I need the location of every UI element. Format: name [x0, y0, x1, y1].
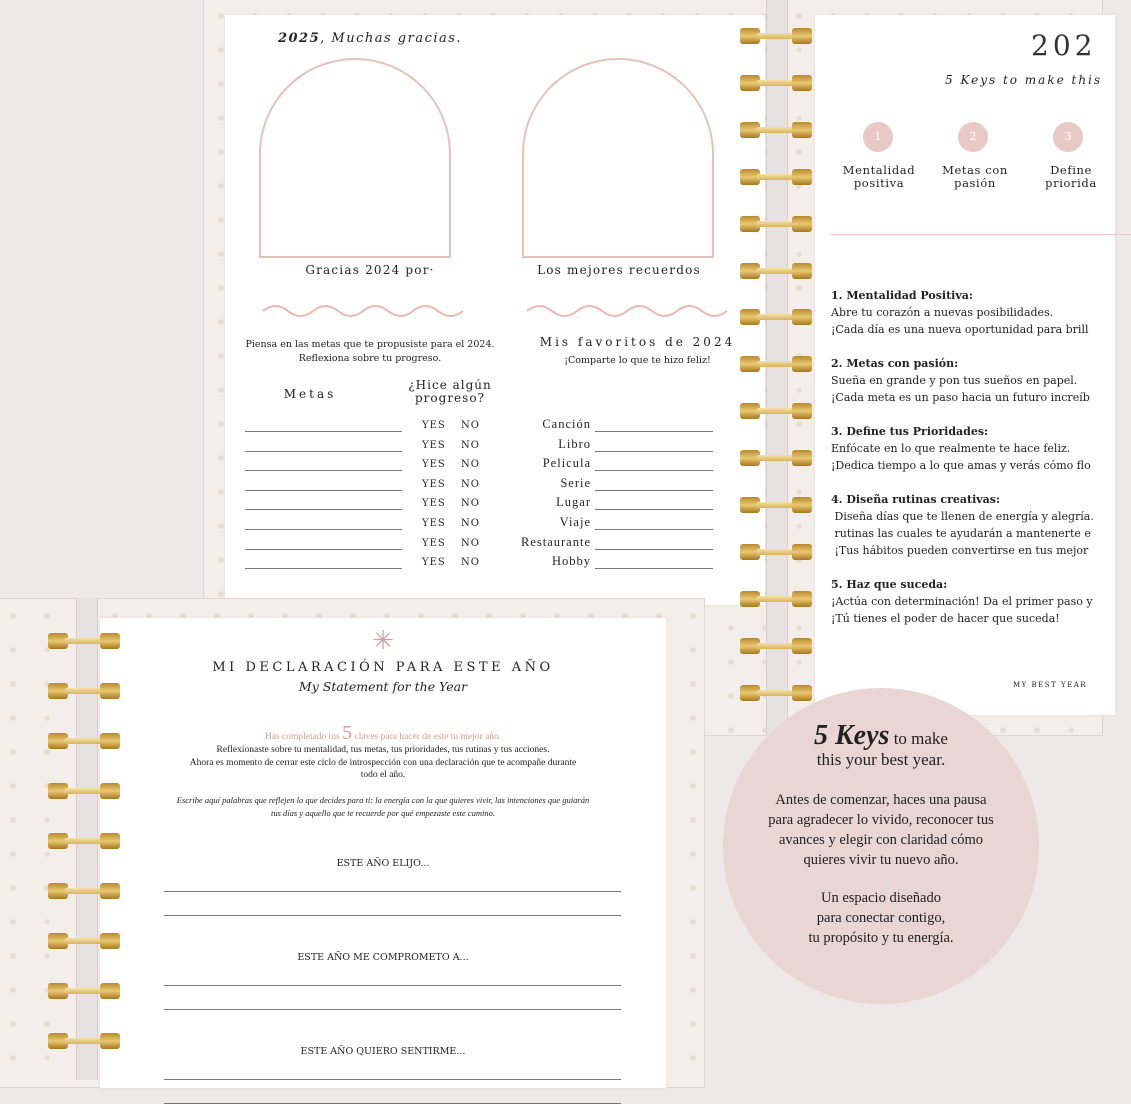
spiral-ring — [740, 403, 812, 419]
favorites-subtitle: ¡Comparte lo que te hizo feliz! — [564, 355, 711, 366]
favorite-line[interactable] — [595, 529, 713, 530]
yes-option[interactable]: YES — [422, 537, 446, 549]
spiral-ring — [740, 685, 812, 701]
page-title: 2025, Muchas gracias. — [277, 31, 463, 46]
goal-line[interactable] — [245, 509, 402, 510]
write-line[interactable] — [164, 985, 621, 986]
spiral-ring — [740, 309, 812, 325]
key-item: 2. Metas con pasión: Sueña en grande y pon tus sueños en papel. ¡Cada meta es un paso hacia un futuro increíb — [831, 357, 1090, 404]
page-subtitle: My Statement for the Year — [298, 679, 468, 694]
goal-line[interactable] — [245, 470, 402, 471]
page-title: MI DECLARACIÓN PARA ESTE AÑO — [212, 660, 554, 675]
favorite-label: Hobby — [551, 554, 591, 569]
spiral-ring — [48, 683, 120, 699]
no-option[interactable]: NO — [461, 557, 480, 569]
write-line[interactable] — [164, 891, 621, 892]
goal-line[interactable] — [245, 549, 402, 550]
spiral-ring — [48, 983, 120, 999]
left-page — [225, 15, 765, 605]
spiral-ring — [740, 450, 812, 466]
favorite-label: Viaje — [559, 515, 591, 529]
spiral-ring — [48, 783, 120, 799]
goal-line[interactable] — [245, 431, 402, 432]
favorites-title: Mis favoritos de 2024 — [539, 335, 736, 349]
spiral-ring — [740, 28, 812, 44]
favorite-label: Lugar — [556, 495, 591, 510]
spiral-ring — [740, 638, 812, 654]
arch-label: Gracias 2024 por· — [305, 263, 435, 277]
step-label: Define priorida — [1045, 163, 1097, 190]
page-subtitle: 5 Keys to make this — [945, 73, 1103, 87]
favorite-line[interactable] — [595, 451, 713, 452]
yes-option[interactable]: YES — [422, 439, 446, 451]
page-footer: MY BEST YEAR — [1013, 681, 1088, 689]
prompt-label: ESTE AÑO ELIJO... — [336, 858, 430, 869]
body-text: Reflexionaste sobre tu mentalidad, tus metas, tus prioridades, tus rutinas y tus acciones. Ahora es momento de cerrar este ciclo de introspección con una declaración que te acompañe durante todo el año. — [189, 745, 577, 780]
arch-frame — [259, 59, 451, 259]
spiral-ring — [740, 497, 812, 513]
key-item: 3. Define tus Prioridades: Enfócate en lo que realmente te hace feliz. ¡Dedica tiempo a lo que amas y verás cómo flo — [831, 425, 1091, 472]
step-label: Mentalidad positiva — [842, 163, 916, 190]
favorite-line[interactable] — [595, 568, 713, 569]
favorite-line[interactable] — [595, 470, 713, 471]
star-icon: ✳ — [372, 626, 394, 656]
spiral-ring — [48, 833, 120, 849]
spiral-ring — [740, 591, 812, 607]
no-option[interactable]: NO — [461, 420, 480, 431]
yes-option[interactable]: YES — [422, 459, 446, 471]
reflect-text: Piensa en las metas que te propusiste para el 2024. Reflexiona sobre tu progreso. — [245, 339, 495, 364]
favorite-line[interactable] — [595, 431, 713, 432]
key-item: 4. Diseña rutinas creativas: Diseña días que te llenen de energía y alegría. rutinas las cuales te ayudarán a mantenerte e ¡Tus hábitos pueden convertirse en tus mejor — [831, 493, 1094, 557]
statement-page — [100, 618, 666, 1088]
write-line[interactable] — [164, 915, 621, 916]
no-option[interactable]: NO — [461, 439, 480, 451]
spiral-ring — [740, 356, 812, 372]
goal-line[interactable] — [245, 490, 402, 491]
step-number-badge: 2 — [958, 122, 988, 152]
promo-text: 5 Keys to make this your best year. Antes de comenzar, haces una pausa para agradecer lo vivido, reconocer tus avances y elegir con claridad cómo quieres vivir tu nuevo año. Un espacio diseñado para conectar contigo, tu propósito y tu energía. — [768, 720, 994, 946]
key-item: 1. Mentalidad Positiva: Abre tu corazón a nuevas posibilidades. ¡Cada día es una nueva oportunidad para brill — [831, 289, 1089, 336]
spiral-ring — [740, 216, 812, 232]
instructions-text: Escribe aquí palabras que reflejen lo que decides para ti: la energía con la que quieres vivir, las intenciones que guiarán tus días y aquello que te recuerde por qué empezaste este camino. — [176, 795, 590, 818]
progress-header: ¿Hice algún progreso? — [408, 378, 492, 405]
spiral-ring — [48, 933, 120, 949]
spiral-ring — [48, 883, 120, 899]
no-option[interactable]: NO — [461, 537, 480, 549]
wave-divider — [527, 303, 727, 319]
favorite-label: Canción — [542, 417, 591, 431]
goal-line[interactable] — [245, 451, 402, 452]
completion-text: Has completado tus 5 claves para hacer de este tu mejor año. — [264, 722, 502, 744]
favorite-line[interactable] — [595, 490, 713, 491]
step-label: Metas con pasión — [942, 163, 1008, 190]
wave-divider — [263, 303, 463, 319]
goal-line[interactable] — [245, 529, 402, 530]
no-option[interactable]: NO — [461, 498, 480, 510]
metas-header: Metas — [283, 387, 337, 401]
step-number-badge: 1 — [863, 122, 893, 152]
year-heading: 202 — [1031, 29, 1097, 62]
arch-frame — [522, 59, 714, 259]
divider — [831, 234, 1131, 235]
step-number-badge: 3 — [1053, 122, 1083, 152]
spiral-ring — [48, 633, 120, 649]
no-option[interactable]: NO — [461, 518, 480, 529]
favorite-label: Libro — [558, 436, 591, 451]
yes-option[interactable]: YES — [422, 420, 446, 431]
favorite-label: Pelicula — [542, 456, 591, 471]
spiral-ring — [740, 544, 812, 560]
spiral-ring — [740, 75, 812, 91]
write-line[interactable] — [164, 1079, 621, 1080]
prompt-label: ESTE AÑO QUIERO SENTIRME... — [300, 1046, 466, 1057]
yes-option[interactable]: YES — [422, 498, 446, 510]
spiral-ring — [740, 169, 812, 185]
favorite-label: Restaurante — [520, 534, 591, 549]
spiral-ring — [740, 122, 812, 138]
arch-label: Los mejores recuerdos — [537, 263, 701, 277]
yes-option[interactable]: YES — [422, 557, 446, 569]
key-item: 5. Haz que suceda: ¡Actúa con determinación! Da el primer paso y ¡Tú tienes el poder de hacer que suceda! — [831, 578, 1093, 625]
yes-option[interactable]: YES — [422, 518, 446, 529]
favorite-label: Serie — [560, 475, 591, 490]
goal-line[interactable] — [245, 568, 402, 569]
favorite-line[interactable] — [595, 509, 713, 510]
favorite-line[interactable] — [595, 549, 713, 550]
no-option[interactable]: NO — [461, 459, 480, 471]
prompt-label: ESTE AÑO ME COMPROMETO A... — [297, 952, 469, 963]
write-line[interactable] — [164, 1009, 621, 1010]
spiral-ring — [48, 1033, 120, 1049]
right-page — [815, 15, 1115, 715]
yes-option[interactable]: YES — [422, 478, 446, 490]
spiral-ring — [740, 263, 812, 279]
spiral-ring — [48, 733, 120, 749]
no-option[interactable]: NO — [461, 478, 480, 490]
